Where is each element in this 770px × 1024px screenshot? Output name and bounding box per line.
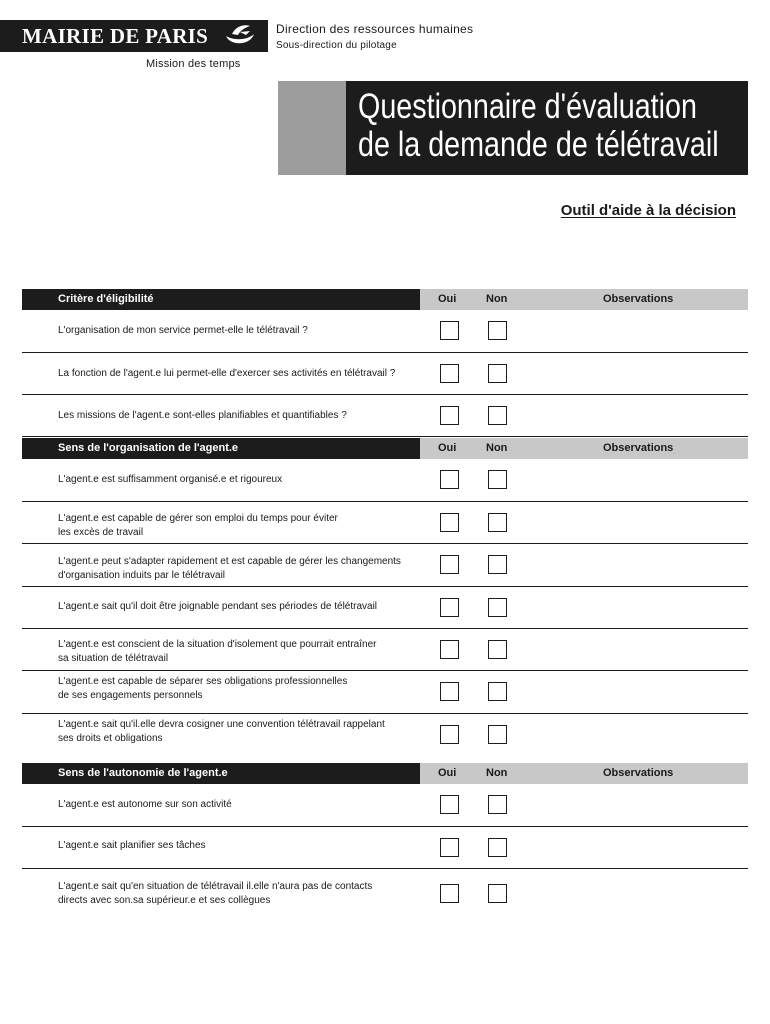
oui-checkbox[interactable] — [440, 470, 459, 489]
column-oui-label: Oui — [438, 442, 457, 454]
question-text: L'agent.e sait qu'en situation de télétravail il.elle n'aura pas de contacts directs avec son.sa supérieur.e et ses collègues — [58, 881, 373, 906]
non-checkbox[interactable] — [488, 406, 507, 425]
mairie-de-paris-logo — [0, 20, 268, 52]
oui-checkbox[interactable] — [440, 682, 459, 701]
question-text: L'agent.e est capable de gérer son emploi du temps pour éviter les excès de travail — [58, 513, 338, 538]
oui-checkbox[interactable] — [440, 795, 459, 814]
oui-checkbox[interactable] — [440, 555, 459, 574]
section-title: Sens de l'autonomie de l'agent.e — [22, 763, 420, 784]
non-checkbox[interactable] — [488, 513, 507, 532]
question-row — [22, 629, 748, 671]
question-row — [22, 544, 748, 587]
non-checkbox[interactable] — [488, 884, 507, 903]
column-observations-label: Observations — [603, 767, 674, 779]
question-text: L'agent.e sait qu'il.elle devra cosigner une convention télétravail rappelant ses droits et obligations — [58, 719, 385, 744]
non-checkbox[interactable] — [488, 598, 507, 617]
question-text: L'agent.e peut s'adapter rapidement et est capable de gérer les changements d'organisation induits par le télétravail — [58, 556, 401, 581]
question-row — [22, 714, 748, 757]
oui-checkbox[interactable] — [440, 640, 459, 659]
column-non-label: Non — [486, 767, 508, 779]
non-checkbox[interactable] — [488, 640, 507, 659]
section-title: Critère d'éligibilité — [22, 289, 420, 310]
question-text: L'agent.e est conscient de la situation d'isolement que pourrait entraîner sa situation de télétravail — [58, 639, 377, 664]
non-checkbox[interactable] — [488, 555, 507, 574]
section-title: Sens de l'organisation de l'agent.e — [22, 438, 420, 459]
oui-checkbox[interactable] — [440, 513, 459, 532]
title-block — [346, 81, 748, 175]
question-text: L'agent.e sait qu'il doit être joignable pendant ses périodes de télétravail — [58, 601, 378, 612]
question-text: L'agent.e sait planifier ses tâches — [58, 840, 206, 851]
question-text: L'agent.e est suffisamment organisé.e et rigoureux — [58, 474, 283, 485]
non-checkbox[interactable] — [488, 795, 507, 814]
non-checkbox[interactable] — [488, 321, 507, 340]
question-row — [22, 869, 748, 919]
section-header — [22, 289, 748, 310]
non-checkbox[interactable] — [488, 838, 507, 857]
non-checkbox[interactable] — [488, 364, 507, 383]
question-row — [22, 395, 748, 437]
question-text: Les missions de l'agent.e sont-elles planifiables et quantifiables ? — [58, 410, 347, 421]
oui-checkbox[interactable] — [440, 884, 459, 903]
non-checkbox[interactable] — [488, 682, 507, 701]
question-row — [22, 353, 748, 395]
non-checkbox[interactable] — [488, 470, 507, 489]
question-row — [22, 784, 748, 827]
question-text: La fonction de l'agent.e lui permet-elle d'exercer ses activités en télétravail ? — [58, 368, 396, 379]
question-row — [22, 502, 748, 544]
oui-checkbox[interactable] — [440, 838, 459, 857]
column-observations-label: Observations — [603, 293, 674, 305]
section-header — [22, 763, 748, 784]
question-text: L'agent.e est capable de séparer ses obligations professionnelles de ses engagements personnels — [58, 676, 348, 701]
question-text: L'agent.e est autonome sur son activité — [58, 799, 232, 810]
oui-checkbox[interactable] — [440, 598, 459, 617]
oui-checkbox[interactable] — [440, 725, 459, 744]
column-oui-label: Oui — [438, 293, 457, 305]
direction-label: Direction des ressources humaines — [276, 22, 474, 36]
oui-checkbox[interactable] — [440, 321, 459, 340]
title-accent-block — [278, 81, 346, 175]
title-line-1: Questionnaire d'évaluation — [358, 87, 697, 126]
column-observations-label: Observations — [603, 442, 674, 454]
question-row — [22, 671, 748, 714]
question-row — [22, 310, 748, 353]
column-oui-label: Oui — [438, 767, 457, 779]
question-row — [22, 587, 748, 629]
logo-text: MAIRIE DE PARIS — [22, 24, 209, 48]
question-text: L'organisation de mon service permet-elle le télétravail ? — [58, 325, 308, 336]
question-row — [22, 827, 748, 869]
mission-label: Mission des temps — [146, 58, 241, 70]
oui-checkbox[interactable] — [440, 364, 459, 383]
oui-checkbox[interactable] — [440, 406, 459, 425]
question-row — [22, 459, 748, 502]
section-header — [22, 438, 748, 459]
subtitle: Outil d'aide à la décision — [560, 202, 736, 219]
column-non-label: Non — [486, 293, 508, 305]
paris-ship-emblem-icon — [220, 22, 260, 50]
non-checkbox[interactable] — [488, 725, 507, 744]
sous-direction-label: Sous-direction du pilotage — [276, 40, 397, 51]
title-line-2: de la demande de télétravail — [358, 125, 719, 164]
column-non-label: Non — [486, 442, 508, 454]
